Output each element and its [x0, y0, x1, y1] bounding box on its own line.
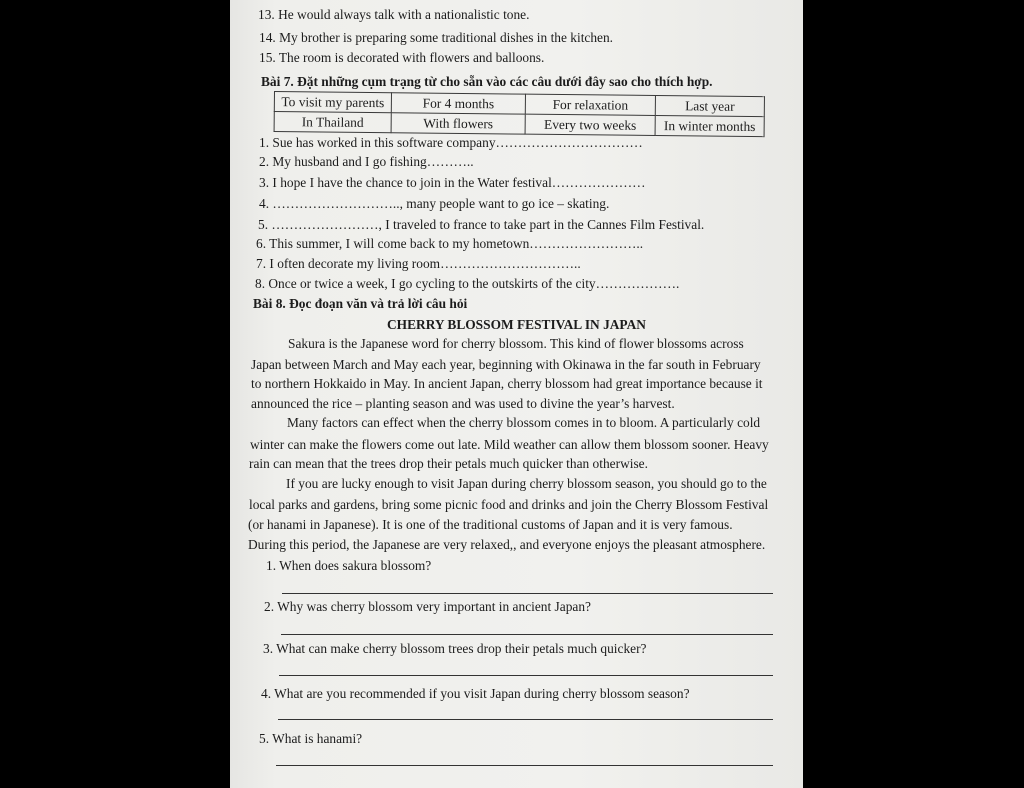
question-5: 5. What is hanami? — [259, 731, 363, 746]
question-3: 3. What can make cherry blossom trees drop their petals much quicker? — [263, 641, 647, 656]
passage-line: During this period, the Japanese are very relaxed,, and everyone enjoys the pleasant atmosphere. — [248, 537, 766, 552]
passage-line: Many factors can effect when the cherry blossom comes in to bloom. A particularly cold — [287, 415, 761, 430]
ex7-item-3: 3. I hope I have the chance to join in the Water festival………………… — [259, 175, 646, 190]
ex7-item-7: 7. I often decorate my living room………………………….. — [256, 256, 581, 271]
passage-line: Sakura is the Japanese word for cherry blossom. This kind of flower blossoms across — [288, 336, 744, 351]
table-cell: For relaxation — [525, 94, 655, 115]
question-2: 2. Why was cherry blossom very important in ancient Japan? — [264, 599, 591, 614]
table-row — [274, 112, 764, 137]
table-cell: In winter months — [655, 115, 764, 136]
ex7-item-4: 4. ……………………….., many people want to go ice – skating. — [259, 196, 610, 211]
ex7-item-6: 6. This summer, I will come back to my hometown…………………….. — [256, 236, 644, 251]
answer-line — [279, 675, 773, 676]
prev-item-15: 15. The room is decorated with flowers and balloons. — [259, 50, 545, 65]
passage-line: announced the rice – planting season and was used to divine the year’s harvest. — [251, 396, 675, 411]
prev-item-14: 14. My brother is preparing some traditional dishes in the kitchen. — [259, 30, 614, 45]
table-cell: With flowers — [391, 113, 525, 134]
passage-line: winter can make the flowers come out late. Mild weather can allow them blossom sooner. Heavy — [250, 437, 769, 452]
ex7-item-8: 8. Once or twice a week, I go cycling to the outskirts of the city………………. — [255, 276, 680, 291]
ex7-item-1: 1. Sue has worked in this software company…………………………… — [259, 135, 643, 150]
table-cell: In Thailand — [274, 112, 391, 133]
answer-line — [281, 634, 773, 635]
passage-line: If you are lucky enough to visit Japan during cherry blossom season, you should go to the — [286, 476, 767, 491]
ex7-item-2: 2. My husband and I go fishing……….. — [259, 154, 474, 169]
table-cell: Every two weeks — [525, 114, 655, 135]
ex7-item-5: 5. ……………………, I traveled to france to take part in the Cannes Film Festival. — [258, 217, 705, 232]
table-cell: For 4 months — [391, 93, 525, 114]
table-cell: Last year — [655, 95, 764, 116]
passage-line: Japan between March and May each year, beginning with Okinawa in the far south in February — [251, 357, 761, 372]
worksheet-page — [230, 0, 803, 788]
answer-line — [276, 765, 773, 766]
question-1: 1. When does sakura blossom? — [266, 558, 432, 573]
passage-line: local parks and gardens, bring some picnic food and drinks and join the Cherry Blossom Festival — [249, 497, 769, 512]
passage-title: CHERRY BLOSSOM FESTIVAL IN JAPAN — [387, 317, 646, 332]
prev-item-13: 13. He would always talk with a nationalistic tone. — [258, 7, 530, 22]
adverbial-phrase-table — [274, 91, 765, 137]
passage-line: to northern Hokkaido in May. In ancient Japan, cherry blossom had great importance because it — [251, 376, 763, 391]
exercise-8-heading: Bài 8. Đọc đoạn văn và trả lời câu hỏi — [253, 296, 468, 311]
table-cell: To visit my parents — [274, 92, 391, 113]
question-4: 4. What are you recommended if you visit Japan during cherry blossom season? — [261, 686, 690, 701]
passage-line: (or hanami in Japanese). It is one of the traditional customs of Japan and it is very famous. — [248, 517, 733, 532]
answer-line — [282, 593, 773, 594]
answer-line — [278, 719, 773, 720]
passage-line: rain can mean that the trees drop their petals much quicker than otherwise. — [249, 456, 648, 471]
exercise-7-heading: Bài 7. Đặt những cụm trạng từ cho sẵn vào các câu dưới đây sao cho thích hợp. — [261, 74, 713, 89]
